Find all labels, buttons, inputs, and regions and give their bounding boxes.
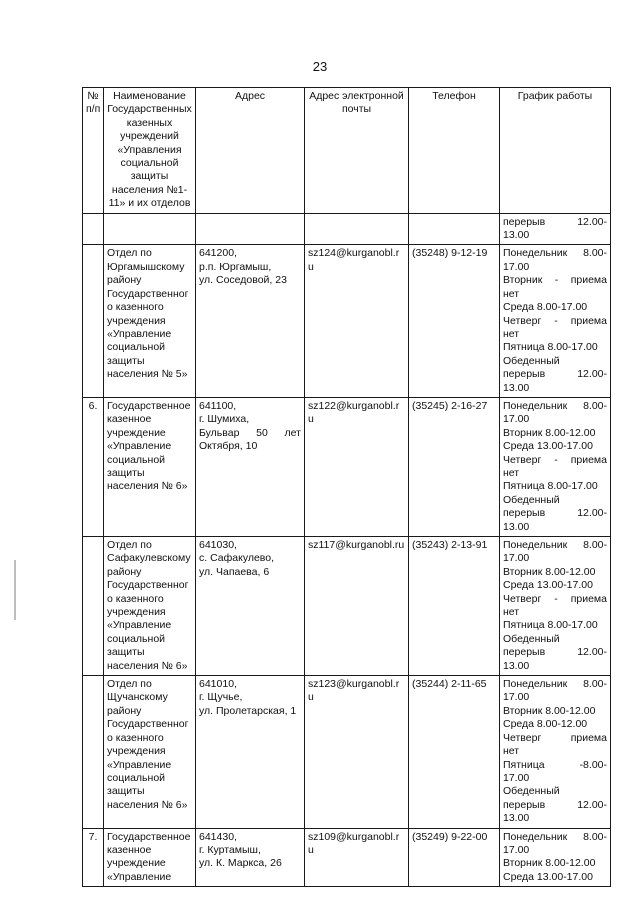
cell-line: населения № 6»: [107, 798, 188, 811]
cell-line: [503, 454, 607, 467]
institution-name-cell: [104, 537, 196, 676]
cell-word: Четверг: [503, 592, 542, 605]
row-number-cell: [83, 676, 104, 828]
cell-word: Четверг: [503, 731, 542, 744]
cell-line: нет: [503, 466, 520, 479]
cell-word: лет: [284, 426, 301, 439]
address-cell: [196, 828, 305, 887]
cell-line: казенных: [126, 116, 173, 129]
cell-line: Среда 13.00-17.00: [503, 440, 593, 453]
cell-line: казенное: [107, 413, 152, 426]
phone-cell: (35243) 2-13-91: [409, 537, 500, 676]
cell-line: «Управления: [117, 143, 182, 156]
cell-line: Государственног: [107, 718, 189, 731]
cell-line: г. Куртамыш,: [199, 843, 261, 856]
cell-word: 8.00-: [583, 830, 607, 843]
institution-name-cell: [104, 828, 196, 887]
cell-line: Сафакулевскому: [107, 552, 191, 565]
cell-line: о казенного: [107, 731, 164, 744]
cell-line: ул. К. Маркса, 26: [199, 857, 282, 870]
row-number-cell: 7.: [83, 828, 104, 887]
cell-line: Государственное: [107, 399, 191, 412]
cell-word: -8.00-: [579, 758, 607, 771]
cell-line: [503, 216, 607, 229]
cell-line: Обеденный: [503, 354, 560, 367]
table-row: [83, 213, 611, 245]
cell-line: [503, 274, 607, 287]
cell-line: Вторник 8.00-12.00: [503, 565, 596, 578]
institution-name-cell: [104, 397, 196, 536]
cell-line: 17.00: [503, 843, 530, 856]
schedule-cell: [500, 245, 611, 397]
cell-line: населения № 6»: [107, 480, 188, 493]
scan-edge-mark: [14, 560, 16, 620]
cell-word: приема: [570, 592, 607, 605]
cell-word: 12.00-: [577, 368, 607, 381]
cell-line: [503, 593, 607, 606]
cell-word: 12.00-: [577, 215, 607, 228]
header-cell: [83, 88, 104, 214]
cell-line: График работы: [517, 90, 593, 102]
cell-line: социальной: [120, 157, 179, 170]
cell-line: Среда 13.00-17.00: [503, 579, 593, 592]
cell-line: 641030,: [199, 539, 237, 551]
cell-line: [199, 427, 301, 440]
phone-cell: (35249) 9-22-00: [409, 828, 500, 887]
table-row: [83, 676, 611, 828]
cell-line: п/п: [86, 103, 101, 116]
cell-line: ул. Чапаева, 6: [199, 565, 270, 578]
cell-word: перерыв: [503, 368, 546, 381]
email-cell: sz123@kurganobl.ru: [305, 676, 409, 828]
cell-word: Четверг: [503, 453, 542, 466]
cell-line: [503, 759, 607, 772]
phone-cell: (35244) 2-11-65: [409, 676, 500, 828]
cell-line: Октября, 10: [199, 440, 258, 453]
table-row: [83, 245, 611, 397]
cell-line: 641200,: [199, 247, 237, 260]
email-cell: sz109@kurganobl.ru: [305, 828, 409, 887]
cell-line: защиты: [107, 466, 145, 479]
page-number: 23: [312, 59, 328, 74]
cell-word: Понедельник: [503, 539, 568, 551]
cell-line: «Управление: [107, 758, 172, 771]
table-header-row: [83, 88, 611, 214]
cell-line: Обеденный: [503, 632, 560, 645]
cell-line: 17.00: [503, 260, 530, 273]
cell-word: 12.00-: [577, 507, 607, 520]
cell-line: [503, 507, 607, 520]
schedule-cell: [500, 828, 611, 887]
cell-line: социальной: [107, 341, 166, 354]
cell-word: перерыв: [503, 646, 546, 659]
row-number-cell: [83, 537, 104, 676]
cell-line: 11» и их отделов: [108, 197, 191, 210]
cell-line: 641100,: [199, 399, 237, 412]
cell-line: населения № 6»: [107, 659, 188, 672]
header-cell: [196, 88, 305, 214]
cell-line: 17.00: [503, 552, 530, 565]
cell-line: Отдел по: [107, 678, 152, 691]
email-cell: [305, 213, 409, 245]
cell-line: г. Щучье,: [199, 691, 243, 704]
cell-word: -: [554, 314, 558, 327]
address-cell: [196, 537, 305, 676]
cell-line: [503, 678, 607, 691]
cell-line: Пятница 8.00-17.00: [503, 480, 598, 493]
cell-word: перерыв: [503, 215, 546, 228]
cell-line: 13.00: [503, 659, 530, 672]
cell-word: Бульвар: [199, 426, 240, 439]
cell-line: 13.00: [503, 520, 530, 533]
row-number-cell: [83, 245, 104, 397]
cell-word: приема: [570, 453, 607, 466]
phone-cell: (35248) 9-12-19: [409, 245, 500, 397]
cell-line: району: [107, 274, 142, 287]
cell-word: приема: [570, 274, 607, 287]
cell-word: перерыв: [503, 507, 546, 520]
cell-line: 17.00: [503, 413, 530, 426]
cell-word: -: [554, 274, 559, 287]
cell-word: Понедельник: [503, 830, 568, 843]
cell-line: Обеденный: [503, 493, 560, 506]
cell-word: приема: [570, 314, 607, 327]
cell-line: Государственног: [107, 287, 189, 300]
cell-line: защиты: [107, 354, 145, 367]
cell-line: защиты: [130, 170, 169, 183]
cell-line: нет: [503, 287, 520, 300]
schedule-cell: [500, 397, 611, 536]
cell-line: [503, 368, 607, 381]
cell-line: почты: [341, 103, 372, 116]
cell-line: Вторник 8.00-12.00: [503, 426, 596, 439]
address-cell: [196, 397, 305, 536]
cell-line: р.п. Юргамыш,: [199, 260, 272, 273]
cell-line: учреждения: [107, 314, 166, 327]
schedule-cell: [500, 213, 611, 245]
cell-word: приема: [570, 731, 607, 744]
cell-line: 17.00: [503, 691, 530, 704]
cell-line: населения № 5»: [107, 368, 188, 381]
cell-line: 13.00: [503, 229, 530, 242]
cell-line: Вторник 8.00-12.00: [503, 704, 596, 717]
cell-line: Щучанскому: [107, 691, 168, 704]
cell-line: ул. Пролетарская, 1: [199, 704, 297, 717]
cell-line: Наименование: [113, 90, 186, 102]
cell-line: 13.00: [503, 381, 530, 394]
email-cell: sz122@kurganobl.ru: [305, 397, 409, 536]
cell-word: 8.00-: [583, 539, 607, 551]
cell-word: Вторник: [503, 274, 543, 287]
cell-line: [503, 732, 607, 745]
cell-line: [503, 646, 607, 659]
cell-line: Государственное: [107, 830, 191, 843]
cell-line: учреждение: [107, 857, 166, 870]
address-cell: [196, 676, 305, 828]
cell-word: 8.00-: [583, 399, 607, 412]
cell-line: г. Шумиха,: [199, 413, 250, 426]
cell-word: 12.00-: [577, 646, 607, 659]
cell-line: социальной: [107, 632, 166, 645]
cell-line: Адрес: [234, 90, 266, 102]
cell-word: Четверг: [503, 314, 542, 327]
cell-line: району: [107, 704, 142, 717]
cell-line: учреждения: [107, 606, 166, 619]
cell-line: Среда 13.00-17.00: [503, 870, 593, 883]
table-row: [83, 828, 611, 887]
cell-line: казенное: [107, 843, 152, 856]
cell-line: социальной: [107, 453, 166, 466]
cell-line: Адрес электронной: [309, 90, 404, 102]
cell-line: 641430,: [199, 830, 237, 843]
cell-line: Пятница 8.00-17.00: [503, 619, 598, 632]
email-cell: sz124@kurganobl.ru: [305, 245, 409, 397]
email-cell: sz117@kurganobl.ru: [305, 537, 409, 676]
cell-line: [503, 315, 607, 328]
schedule-cell: [500, 676, 611, 828]
cell-line: учреждение: [107, 426, 166, 439]
cell-line: Юргамышскому: [107, 260, 185, 273]
cell-line: 641010,: [199, 678, 237, 691]
cell-line: Государственног: [107, 579, 189, 592]
cell-line: [503, 400, 607, 413]
cell-word: Пятница: [503, 758, 545, 771]
cell-line: «Управление: [107, 870, 172, 883]
cell-line: «Управление: [107, 327, 172, 340]
cell-line: учреждения: [107, 745, 166, 758]
cell-word: перерыв: [503, 798, 546, 811]
cell-line: нет: [503, 327, 520, 340]
header-cell: [409, 88, 500, 214]
cell-line: социальной: [107, 771, 166, 784]
header-cell: [104, 88, 196, 214]
header-cell: [500, 88, 611, 214]
cell-word: 12.00-: [577, 798, 607, 811]
cell-word: Понедельник: [503, 678, 568, 691]
cell-word: 8.00-: [583, 678, 607, 691]
cell-line: Отдел по: [107, 247, 152, 260]
address-cell: [196, 245, 305, 397]
cell-word: Понедельник: [503, 247, 568, 260]
row-number-cell: [83, 213, 104, 245]
cell-word: -: [554, 453, 558, 466]
cell-line: Среда 8.00-17.00: [503, 301, 588, 314]
cell-line: Телефон: [432, 90, 476, 102]
cell-line: населения №1-: [111, 183, 188, 196]
cell-line: Обеденный: [503, 785, 560, 798]
cell-line: [503, 539, 607, 552]
cell-line: о казенного: [107, 301, 164, 314]
schedule-cell: [500, 537, 611, 676]
cell-line: защиты: [107, 785, 145, 798]
cell-line: району: [107, 565, 142, 578]
cell-line: защиты: [107, 646, 145, 659]
phone-cell: [409, 213, 500, 245]
institution-name-cell: [104, 676, 196, 828]
cell-word: 50: [256, 426, 268, 439]
cell-line: [503, 247, 607, 260]
cell-line: нет: [503, 606, 520, 619]
institution-name-cell: [104, 245, 196, 397]
cell-line: 17.00: [503, 771, 530, 784]
cell-line: Среда 8.00-12.00: [503, 718, 588, 731]
cell-line: Пятница 8.00-17.00: [503, 341, 598, 354]
cell-line: учреждений: [120, 130, 179, 143]
cell-word: Понедельник: [503, 399, 568, 412]
cell-line: «Управление: [107, 440, 172, 453]
cell-line: о казенного: [107, 592, 164, 605]
cell-line: Вторник 8.00-12.00: [503, 857, 596, 870]
cell-line: [503, 831, 607, 844]
cell-line: нет: [503, 745, 520, 758]
cell-line: Государственных: [107, 103, 192, 116]
cell-line: 13.00: [503, 812, 530, 825]
cell-line: [503, 799, 607, 812]
table-row: [83, 397, 611, 536]
header-cell: [305, 88, 409, 214]
address-cell: [196, 213, 305, 245]
cell-line: «Управление: [107, 619, 172, 632]
institutions-table: [82, 87, 611, 887]
cell-line: ул. Соседовой, 23: [199, 274, 287, 287]
institution-name-cell: [104, 213, 196, 245]
cell-word: -: [554, 592, 558, 605]
row-number-cell: 6.: [83, 397, 104, 536]
phone-cell: (35245) 2-16-27: [409, 397, 500, 536]
cell-line: Отдел по: [107, 539, 152, 551]
cell-line: №: [87, 90, 99, 102]
cell-line: с. Сафакулево,: [199, 552, 275, 565]
table-row: [83, 537, 611, 676]
cell-word: 8.00-: [583, 247, 607, 260]
table-body: [83, 213, 611, 887]
